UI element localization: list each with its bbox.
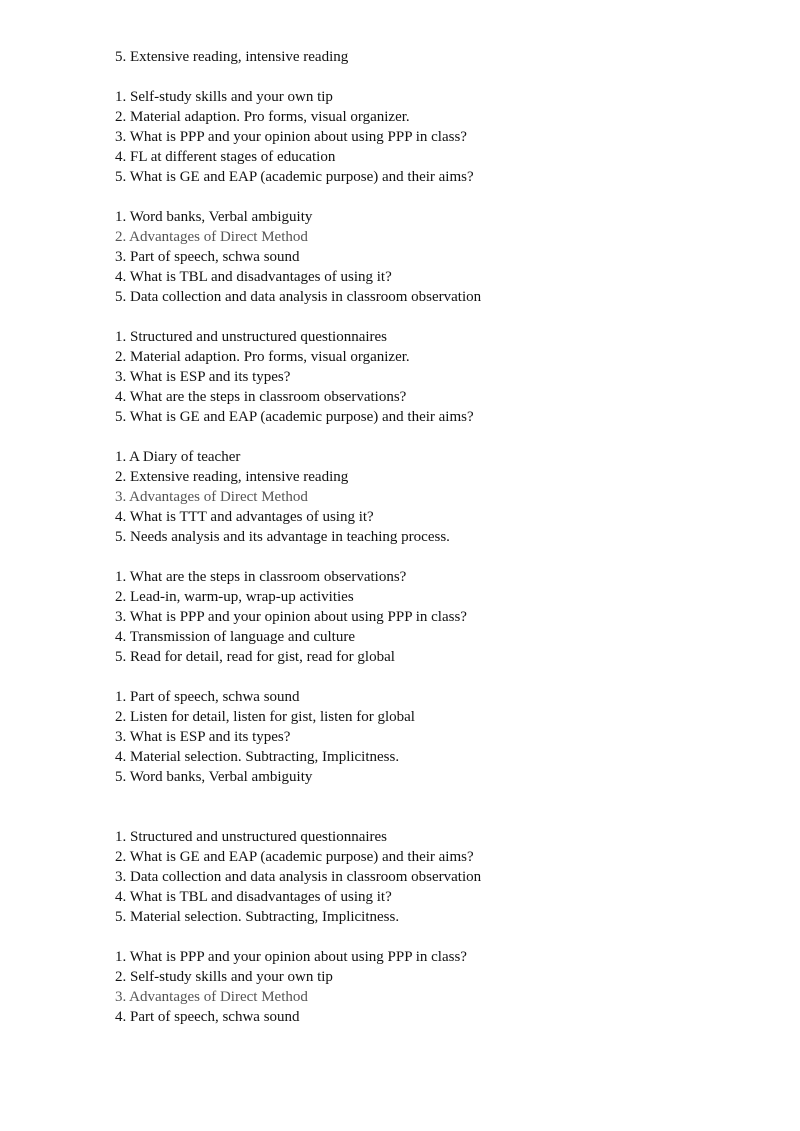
question-item: 2. Listen for detail, listen for gist, listen for global bbox=[115, 709, 415, 725]
question-group-6 bbox=[115, 567, 467, 667]
question-item: 3. What is ESP and its types? bbox=[115, 369, 291, 385]
question-item: 4. FL at different stages of education bbox=[115, 149, 336, 165]
question-item: 1. Self-study skills and your own tip bbox=[115, 89, 333, 105]
question-item: 3. Advantages of Direct Method bbox=[115, 989, 308, 1005]
question-item: 3. Data collection and data analysis in classroom observation bbox=[115, 869, 482, 885]
question-group-3 bbox=[115, 207, 481, 307]
question-item: 1. Word banks, Verbal ambiguity bbox=[115, 209, 313, 225]
question-group-2 bbox=[115, 87, 474, 187]
question-item: 4. Material selection. Subtracting, Implicitness. bbox=[115, 749, 400, 765]
question-group-1 bbox=[115, 47, 348, 67]
question-item: 5. Data collection and data analysis in classroom observation bbox=[115, 289, 482, 305]
question-item: 3. Part of speech, schwa sound bbox=[115, 249, 300, 265]
question-group-7 bbox=[115, 687, 415, 787]
question-item: 4. What is TTT and advantages of using it? bbox=[115, 509, 374, 525]
question-item: 3. What is ESP and its types? bbox=[115, 729, 291, 745]
question-item: 3. Advantages of Direct Method bbox=[115, 489, 308, 505]
question-item: 2. Lead-in, warm-up, wrap-up activities bbox=[115, 589, 354, 605]
question-group-4 bbox=[115, 327, 474, 427]
question-item: 2. Material adaption. Pro forms, visual organizer. bbox=[115, 109, 410, 125]
question-group-8 bbox=[115, 827, 481, 927]
question-item: 1. A Diary of teacher bbox=[115, 449, 241, 465]
question-item: 2. What is GE and EAP (academic purpose) and their aims? bbox=[115, 849, 474, 865]
question-item: 5. Material selection. Subtracting, Implicitness. bbox=[115, 909, 400, 925]
question-item: 4. Transmission of language and culture bbox=[115, 629, 355, 645]
question-item: 4. What is TBL and disadvantages of using it? bbox=[115, 889, 392, 905]
question-item: 4. What is TBL and disadvantages of using it? bbox=[115, 269, 392, 285]
question-item: 5. Word banks, Verbal ambiguity bbox=[115, 769, 313, 785]
question-item: 1. What are the steps in classroom observations? bbox=[115, 569, 407, 585]
question-item: 2. Advantages of Direct Method bbox=[115, 229, 308, 245]
question-item: 2. Extensive reading, intensive reading bbox=[115, 469, 349, 485]
question-item: 1. Part of speech, schwa sound bbox=[115, 689, 300, 705]
question-item: 5. What is GE and EAP (academic purpose) and their aims? bbox=[115, 169, 474, 185]
question-item: 5. Read for detail, read for gist, read for global bbox=[115, 649, 395, 665]
question-item: 5. What is GE and EAP (academic purpose) and their aims? bbox=[115, 409, 474, 425]
question-group-5 bbox=[115, 447, 450, 547]
question-item: 3. What is PPP and your opinion about using PPP in class? bbox=[115, 129, 467, 145]
question-item: 2. Material adaption. Pro forms, visual organizer. bbox=[115, 349, 410, 365]
question-item: 2. Self-study skills and your own tip bbox=[115, 969, 333, 985]
question-item: 5. Needs analysis and its advantage in teaching process. bbox=[115, 529, 450, 545]
question-group-9 bbox=[115, 947, 467, 1027]
question-item: 4. Part of speech, schwa sound bbox=[115, 1009, 300, 1025]
question-item: 4. What are the steps in classroom observations? bbox=[115, 389, 407, 405]
question-item: 1. What is PPP and your opinion about using PPP in class? bbox=[115, 949, 467, 965]
question-item: 5. Extensive reading, intensive reading bbox=[115, 49, 349, 65]
question-item: 3. What is PPP and your opinion about using PPP in class? bbox=[115, 609, 467, 625]
question-item: 1. Structured and unstructured questionnaires bbox=[115, 829, 388, 845]
question-item: 1. Structured and unstructured questionnaires bbox=[115, 329, 388, 345]
